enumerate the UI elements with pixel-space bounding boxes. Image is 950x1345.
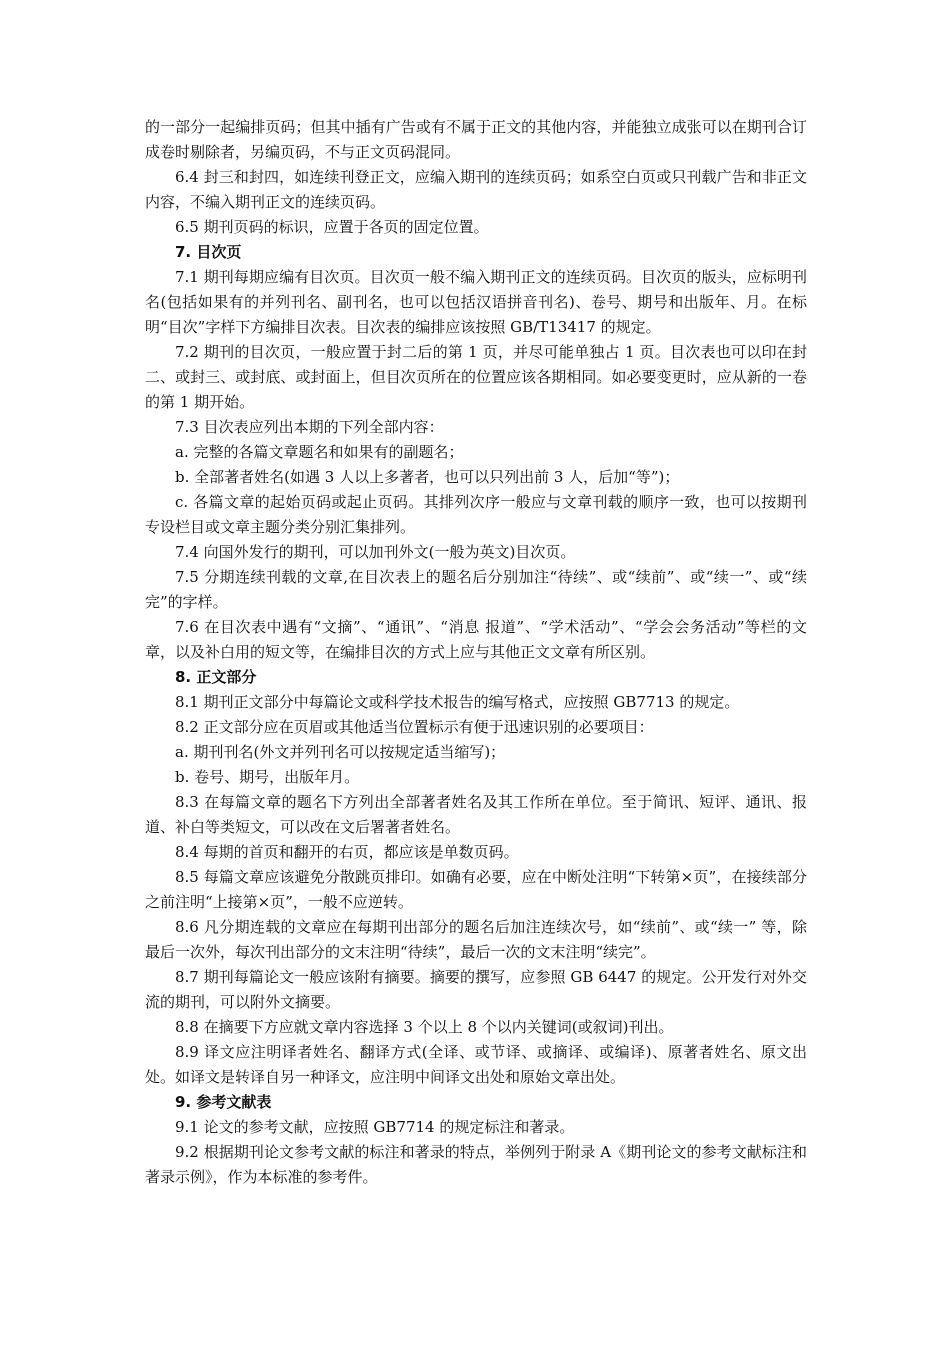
paragraph: 9.2 根据期刊论文参考文献的标注和著录的特点，举例列于附录 A《期刊论文的参考文献标注和著录示例》，作为本标准的参考件。: [145, 1143, 807, 1186]
paragraph: c. 各篇文章的起始页码或起止页码。其排列次序一般应与文章刊载的顺序一致，也可以按期刊专设栏目或文章主题分类分别汇集排列。: [145, 493, 807, 536]
paragraph: b. 全部著者姓名(如遇 3 人以上多著者，也可以只列出前 3 人，后加“等”)；: [175, 468, 680, 486]
paragraph: 8.8 在摘要下方应就文章内容选择 3 个以上 8 个以内关键词(或叙词)刊出。: [175, 1018, 674, 1036]
paragraph: 9.1 论文的参考文献，应按照 GB7714 的规定标注和著录。: [175, 1118, 575, 1136]
paragraph: 8.7 期刊每篇论文一般应该附有摘要。摘要的撰写，应参照 GB 6447 的规定。公开发行对外交流的期刊，可以附外文摘要。: [145, 968, 807, 1011]
paragraph: 8.6 凡分期连载的文章应在每期刊出部分的题名后加注连续次号，如“续前”、或“续一” 等，除最后一次外，每次刊出部分的文末注明“待续”，最后一次的文末注明“续完”。: [145, 918, 807, 961]
paragraph: 8.2 正文部分应在页眉或其他适当位置标示有便于迅速识别的必要项目：: [175, 718, 654, 736]
paragraph: 6.4 封三和封四，如连续刊登正文，应编入期刊的连续页码；如系空白页或只刊载广告和非正文内容，不编入期刊正文的连续页码。: [145, 168, 807, 211]
paragraph: a. 期刊刊名(外文并列刊名可以按规定适当缩写)；: [175, 743, 506, 761]
paragraph: 8.5 每篇文章应该避免分散跳页排印。如确有必要，应在中断处注明“下转第×页”，在接续部分之前注明“上接第×页”，一般不应逆转。: [145, 868, 807, 911]
paragraph: 7.3 目次表应列出本期的下列全部内容：: [175, 418, 444, 436]
paragraph: 7.4 向国外发行的期刊，可以加刊外文(一般为英文)目次页。: [175, 543, 576, 561]
paragraph: 6.5 期刊页码的标识，应置于各页的固定位置。: [175, 218, 489, 236]
paragraph: 8.1 期刊正文部分中每篇论文或科学技术报告的编写格式，应按照 GB7713 的规定。: [175, 693, 740, 711]
paragraph: 7.2 期刊的目次页，一般应置于封二后的第 1 页，并尽可能单独占 1 页。目次表也可以印在封二、或封三、或封底、或封面上，但目次页所在的位置应该各期相同。如必要变更时，应从新的一卷的第 1 期开始。: [145, 343, 807, 411]
document-body: [145, 115, 807, 1190]
paragraph: 8.9 译文应注明译者姓名、翻译方式(全译、或节译、或摘译、或编译)、原著者姓名、原文出处。如译文是转译自另一种译文，应注明中间译文出处和原始文章出处。: [145, 1043, 807, 1086]
paragraph: 7.1 期刊每期应编有目次页。目次页一般不编入期刊正文的连续页码。目次页的版头，应标明刊名(包括如果有的并列刊名、副刊名，也可以包括汉语拼音刊名)、卷号、期号和出版年、月。在标明“目次”字样下方编排目次表。目次表的编排应该按照 GB/T13417 的规定。: [145, 268, 807, 336]
paragraph: 的一部分一起编排页码；但其中插有广告或有不属于正文的其他内容，并能独立成张可以在期刊合订成卷时剔除者，另编页码，不与正文页码混同。: [145, 118, 807, 161]
paragraph: a. 完整的各篇文章题名和如果有的副题名；: [175, 443, 464, 461]
paragraph: 8.4 每期的首页和翻开的右页，都应该是单数页码。: [175, 843, 519, 861]
section-heading: 8. 正文部分: [175, 668, 257, 686]
paragraph: 7.5 分期连续刊载的文章,在目次表上的题名后分别加注“待续”、或“续前”、或“续一”、或“续完”的字样。: [145, 568, 807, 611]
section-heading: 7. 目次页: [175, 243, 242, 261]
paragraph: 8.3 在每篇文章的题名下方列出全部著者姓名及其工作所在单位。至于简讯、短评、通讯、报道、补白等类短文，可以改在文后署著者姓名。: [145, 793, 807, 836]
section-heading: 9. 参考文献表: [175, 1093, 272, 1111]
paragraph: 7.6 在目次表中遇有“文摘”、“通讯”、“消息 报道”、“学术活动”、“学会会务活动”等栏的文章，以及补白用的短文等，在编排目次的方式上应与其他正文文章有所区别。: [145, 618, 807, 661]
paragraph: b. 卷号、期号，出版年月。: [175, 768, 360, 786]
